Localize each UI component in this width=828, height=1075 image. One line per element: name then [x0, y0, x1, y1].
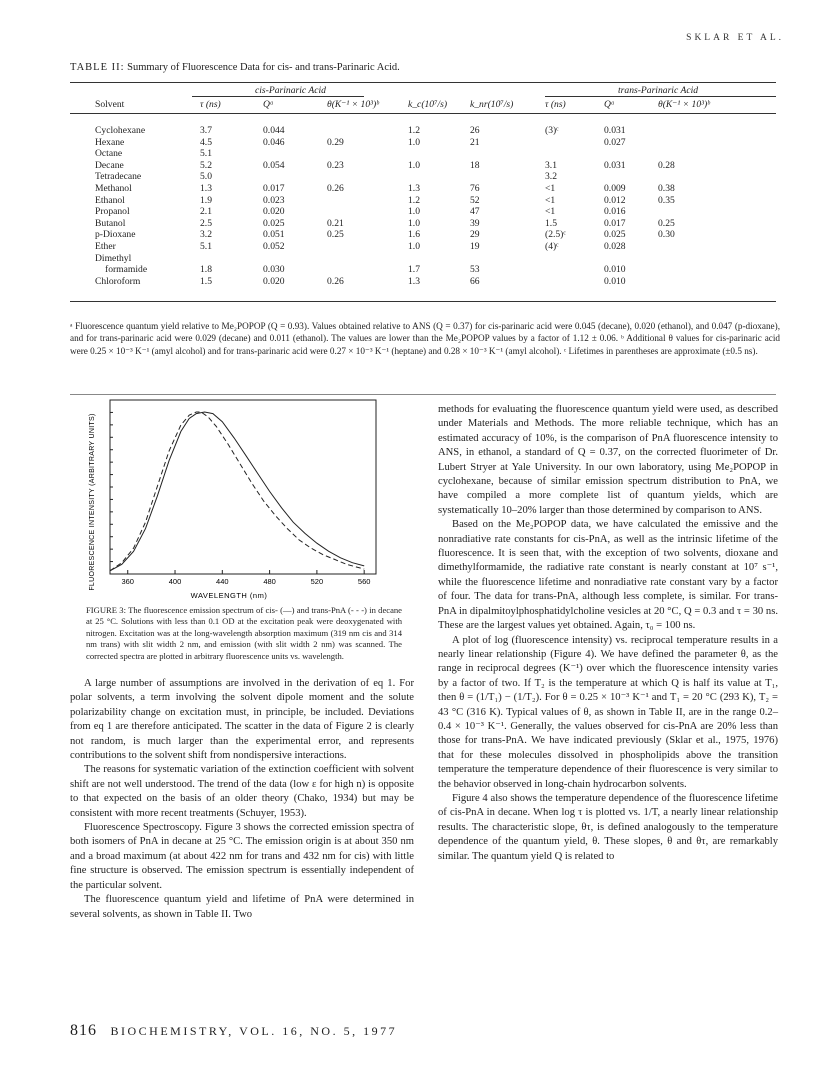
table-cell: 0.016 [604, 206, 626, 218]
table-cell: 0.025 [604, 229, 626, 241]
table-title: Summary of Fluorescence Data for cis- and trans-Parinaric Acid. [127, 62, 400, 73]
table-footnote: ᵃ Fluorescence quantum yield relative to Me₂POPOP (Q = 0.93). Values obtained relative to ANS (Q = 0.37) for cis-parinaric acid were 0.045 (decane), 0.020 (ethanol), and 0.047 (p-dioxane), and for trans-parinaric acid were 0.029 (decane) and 0.011 (ethanol). The values are lower than the Me₂POPOP values by a factor of 1.12 ± 0.06. ᵇ Additional θ values for cis-parinaric acid were 0.25 × 10⁻³ K⁻¹ (amyl alcohol) and for trans-parinaric acid were 0.27 × 10⁻³ K⁻¹ (heptane) and 0.28 × 10⁻³ K⁻¹ (amyl alcohol). ᶜ Lifetimes in parentheses are approximate (±0.5 ns). [70, 321, 780, 356]
figure-xlabel: WAVELENGTH (nm) [190, 591, 268, 600]
table-row-label: Propanol [95, 206, 130, 218]
table-cell: 1.3 [408, 183, 420, 194]
table-row-label: Octane [95, 148, 123, 160]
table-cell: 0.30 [658, 229, 675, 241]
x-tick-label: 400 [168, 577, 182, 586]
table-cell: 0.28 [658, 159, 675, 171]
table-cell: 1.7 [408, 264, 420, 276]
table-row-label: Decane [95, 159, 124, 171]
table-cell: 0.012 [604, 194, 626, 206]
table-cell: 0.010 [604, 275, 626, 287]
table-cell: 26 [470, 125, 480, 136]
table-header-cell: θ(K⁻¹ × 10³)ᵇ [327, 99, 379, 110]
table-cell: <1 [545, 194, 556, 206]
plot-frame [110, 400, 376, 574]
emission-spectrum-figure [82, 398, 408, 603]
table-cell: 5.1 [200, 148, 212, 160]
table-header-cell: τ (ns) [545, 99, 566, 110]
table-cell: 1.3 [408, 275, 420, 287]
paragraph: The reasons for systematic variation of the extinction coefficient with solvent shift are not well understood. The trend of the data (low ε for high n) is opposite to that expected on the basis of an older theory (Chako, 1934) but may be consistent with more recent treatments (Schuyer, 1953). [70, 764, 414, 819]
table-cell: 4.5 [200, 136, 212, 148]
table-cell: 47 [470, 206, 480, 218]
table-header-cell: Qᵃ [604, 99, 615, 110]
right-column-text [438, 403, 778, 864]
paragraph: The fluorescence quantum yield and lifetime of PnA were determined in several solvents, as shown in Table II. Two [70, 894, 414, 920]
paragraph: Based on the Me₂POPOP data, we have calculated the emissive and the nonradiative rate constants for cis-PnA, as well as the intrinsic lifetime of the fluorescence. It is seen that, with the exception of two solvents, dioxane and dimethylformamide, the radiative rate constant is nearly constant at 10⁷ s⁻¹, while the fluorescence lifetime and nonradiative rate constant vary by a factor of four. The data for trans-PnA, although less complete, is similar. For trans-PnA in dipalmitoylphosphatidylcholine vesicles at 20 °C, Q = 0.3 and τ = 30 ns. These are the largest values yet obtained. Again, τ₀ = 100 ns. [438, 519, 778, 632]
page-footer [70, 1022, 397, 1040]
paragraph: A plot of log (fluorescence intensity) vs. reciprocal temperature results in a nearly linear relationship (Figure 4). We have defined the parameter θ, as the range in reciprocal degrees (K⁻¹) over which the fluorescence intensity varies by a factor of two. If T₂ is the temperature at which Q is half its value at T₁, then θ = (1/T₁) − (1/T₂). For θ = 0.25 × 10⁻³ K⁻¹ and T₁ = 20 °C (293 K), T₂ = 43 °C (316 K). Typical values of θ, as shown in Table II, are in the range 0.2–0.4 × 10⁻³ K⁻¹. Generally, the values observed for cis-PnA are 20% less than those for trans-PnA. We have indicated previously (Sklar et al., 1975, 1976) that for these molecules dissolved in phospholipids above the transition temperature the temperature dependence of their fluorescence is very similar to the behavior observed in long-chain hydrocarbon solvents. [438, 634, 778, 790]
series-line-trans [110, 412, 364, 571]
table-row-label: Tetradecane [95, 171, 142, 183]
table-row-label: Ethanol [95, 194, 125, 206]
table-cell: 1.0 [408, 206, 420, 218]
table-row-label: Chloroform [95, 275, 141, 287]
table-cell: 1.9 [200, 194, 212, 206]
x-tick-label: 440 [216, 577, 229, 586]
table-row-label: Cyclohexane [95, 125, 146, 136]
table-cell: 76 [470, 183, 480, 194]
table-cell: 0.046 [263, 136, 285, 148]
figure-ylabel: FLUORESCENCE INTENSITY (ARBITRARY UNITS) [89, 413, 96, 591]
table-label: TABLE II: [70, 62, 125, 73]
table-cell: 21 [470, 136, 480, 148]
paragraph: methods for evaluating the fluorescence quantum yield were used, as described under Materials and Methods. The more reliable technique, which has an estimated accuracy of 10%, is the comparison of PnA fluorescence intensity to ANS, in ethanol, a standard of Q = 0.37, on the corrected fluorimeter of Dr. Lubert Stryer at Yale University. In our own laboratory, using Me₂POPOP in cyclohexane, because of similar emission spectrum distribution to PnA, we have compiled a more complete list of quantum yields, which are systematically 10–20% larger than those determined by comparison to ANS. [438, 404, 778, 516]
table-cell: 3.1 [545, 159, 557, 171]
table-cell: 0.023 [263, 194, 285, 206]
table-cell: 0.009 [604, 183, 626, 194]
table-header-cell: Solvent [95, 99, 125, 110]
table-row-label: Methanol [95, 183, 132, 194]
page-number: 816 [70, 1022, 97, 1039]
journal-citation: BIOCHEMISTRY, VOL. 16, NO. 5, 1977 [110, 1024, 398, 1038]
table-cell: 0.020 [263, 206, 285, 218]
x-tick-label: 520 [310, 577, 324, 586]
x-tick-label: 480 [263, 577, 276, 586]
table-header-cell: k_nr(10⁷/s) [470, 99, 514, 110]
table-cell: (3)ᶜ [545, 125, 559, 136]
table-cell: 0.052 [263, 241, 285, 252]
table-header-cell: Qᵃ [263, 99, 274, 110]
table-header-cell: τ (ns) [200, 99, 221, 110]
table-cell: 1.3 [200, 183, 212, 194]
table-cell: 0.35 [658, 194, 675, 206]
table-cell: 1.5 [200, 275, 212, 287]
table-cell: 0.028 [604, 241, 626, 252]
table-row-label: formamide [105, 264, 148, 276]
table-cell: 0.017 [604, 217, 626, 229]
table-cell: 1.2 [408, 125, 420, 136]
table-cell: (2.5)ᶜ [545, 229, 566, 241]
table-cell: (4)ᶜ [545, 241, 559, 252]
table-cell: 1.0 [408, 241, 420, 252]
table-cell: 66 [470, 275, 480, 287]
table-cell: 5.2 [200, 159, 212, 171]
x-tick-label: 560 [357, 577, 371, 586]
table-row-label: Butanol [95, 217, 126, 229]
table-cell: 29 [470, 229, 480, 241]
table-header-cell: θ(K⁻¹ × 10³)ᵇ [658, 99, 710, 110]
table-cell: 0.25 [658, 217, 675, 229]
table-cell: 1.0 [408, 159, 420, 171]
table-caption [70, 62, 400, 73]
table-cell: 2.5 [200, 217, 212, 229]
table-cell: 1.6 [408, 229, 420, 241]
running-head: SKLAR ET AL. [686, 33, 784, 43]
table-cell: 1.0 [408, 217, 420, 229]
table-cell: <1 [545, 183, 556, 194]
paragraph: Fluorescence Spectroscopy. Figure 3 shows the corrected emission spectra of both isomers of PnA in decane at 25 °C. The emission origin is at about 350 nm and a broad maximum (at about 422 nm for trans and 432 nm for cis) with little fine structure is observed. The emission spectrum is essentially independent of the particular solvent. [70, 822, 414, 891]
table-cell: 0.38 [658, 183, 675, 194]
table-header-cell: k_c(10⁷/s) [408, 99, 448, 110]
table-cell: 0.010 [604, 264, 626, 276]
table-cell: 0.23 [327, 159, 344, 171]
table-cell: 5.0 [200, 171, 212, 183]
left-column-text [70, 677, 414, 922]
table-cell: 1.0 [408, 136, 420, 148]
table-cell: 0.030 [263, 264, 285, 276]
table-cell: 3.7 [200, 125, 212, 136]
table-cell: 0.29 [327, 136, 344, 148]
table-cell: 0.051 [263, 229, 285, 241]
table-cell: 0.031 [604, 125, 626, 136]
table-row-label: p-Dioxane [95, 229, 136, 241]
table-row-label: Dimethyl [95, 252, 132, 264]
table-cell: 0.020 [263, 275, 285, 287]
series-line-cis [110, 412, 364, 571]
table-cell: 0.25 [327, 229, 344, 241]
x-axis-ticks [110, 412, 370, 586]
table-cell: 0.027 [604, 136, 626, 148]
table-cell: <1 [545, 206, 556, 218]
table-cell: 1.5 [545, 217, 557, 229]
table-cell: 39 [470, 217, 480, 229]
table-cell: 52 [470, 194, 480, 206]
table-cell: 1.8 [200, 264, 212, 276]
table-cell: 0.025 [263, 217, 285, 229]
table-row-label: Ether [95, 241, 116, 252]
paragraph: Figure 4 also shows the temperature dependence of the fluorescence lifetime of cis-PnA in decane. When log τ is plotted vs. 1/T, a nearly linear relationship results. The characteristic slope, θτ, is defined analogously to the temperature dependence of the quantum yield, θ. These slopes, θ and θτ, are remarkably similar. The quantum yield Q is related to [438, 792, 778, 862]
table-cell: 18 [470, 159, 480, 171]
table-cell: 0.044 [263, 125, 285, 136]
table-cell: 0.054 [263, 159, 285, 171]
table-row-label: Hexane [95, 136, 125, 148]
table-cell: 0.017 [263, 183, 285, 194]
x-tick-label: 360 [121, 577, 134, 586]
table-cell: 5.1 [200, 241, 212, 252]
plot-area [110, 412, 364, 571]
table-cell: 0.031 [604, 159, 626, 171]
table-cell: 0.26 [327, 183, 344, 194]
paragraph: A large number of assumptions are involved in the derivation of eq 1. For polar solvents, a term involving the solvent dipole moment and the solute polarizability change on excitation must, in principle, be included. Deviations from eq 1 are therefore anticipated. The scatter in the data of Figure 2 is clearly not random, is much larger than the experimental error, and represents contributions to the solvent shift from nondispersive interactions. [70, 678, 414, 762]
table-cell: 3.2 [200, 229, 212, 241]
table-cell: 19 [470, 241, 480, 252]
table-cell: 0.21 [327, 217, 344, 229]
group-header-trans: trans-Parinaric Acid [618, 85, 699, 96]
table-cell: 0.26 [327, 275, 344, 287]
table-cell: 1.2 [408, 194, 420, 206]
table-cell: 2.1 [200, 206, 212, 218]
table-cell: 53 [470, 264, 480, 276]
figure-caption: FIGURE 3: The fluorescence emission spectrum of cis- (—) and trans-PnA (- - -) in decane at 25 °C. Solutions with less than 0.1 OD at the excitation peak were deoxygenated with nitrogen. Excitation was at the long-wavelength absorption maximum (319 nm cis and 314 nm trans) with slit width 2 nm, and emission (with slit width 2 nm) was scanned. The corrected spectra are plotted in arbitrary fluorescence units vs. wavelength. [86, 605, 402, 661]
table-cell: 3.2 [545, 171, 557, 183]
group-header-cis: cis-Parinaric Acid [255, 85, 326, 96]
